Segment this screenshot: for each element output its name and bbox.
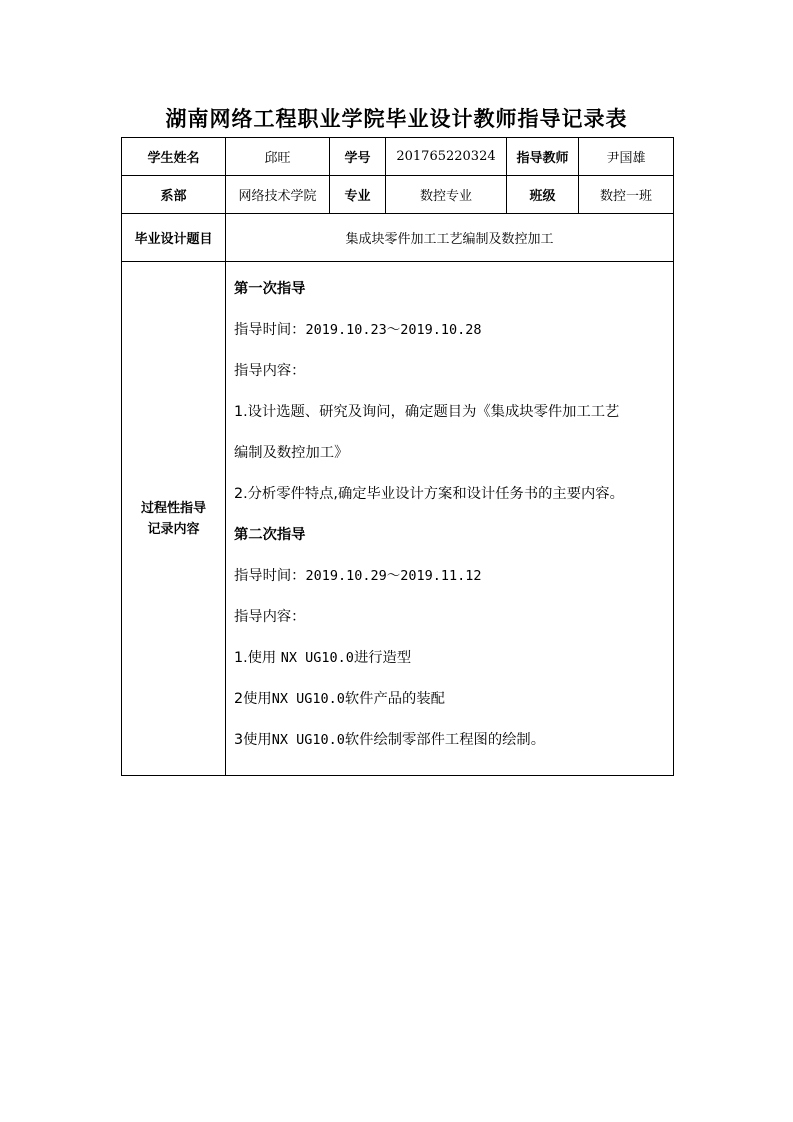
document-title: 湖南网络工程职业学院毕业设计教师指导记录表 xyxy=(165,107,628,131)
second-item2 xyxy=(234,689,673,730)
row-student-info xyxy=(122,138,674,176)
class-label: 班级 xyxy=(507,176,579,214)
first-item2: 2.分析零件特点,确定毕业设计方案和设计任务书的主要内容。 xyxy=(234,486,624,502)
second-item1-prefix: 1.使用 xyxy=(234,650,281,666)
department-value: 网络技术学院 xyxy=(226,176,330,214)
first-guidance-heading: 第一次指导 xyxy=(234,281,306,297)
second-item3-prefix: 3使用 xyxy=(234,732,272,748)
student-name-value: 邱旺 xyxy=(226,138,330,176)
first-content-label: 指导内容： xyxy=(234,363,306,379)
second-item2-prefix: 2使用 xyxy=(234,691,272,707)
second-item1-code: NX UG10.0 xyxy=(280,650,354,666)
second-item2-suffix: 软件产品的装配 xyxy=(344,691,445,707)
record-label-line1: 过程性指导 xyxy=(140,500,206,516)
topic-label: 毕业设计题目 xyxy=(122,214,226,262)
second-content-label: 指导内容： xyxy=(234,609,306,625)
department-label: 系部 xyxy=(122,176,226,214)
student-id-value: 201765220324 xyxy=(386,138,507,176)
student-id-label: 学号 xyxy=(330,138,386,176)
second-item3-code: NX UG10.0 xyxy=(271,732,345,748)
second-item3-suffix: 软件绘制零部件工程图的绘制。 xyxy=(344,732,546,748)
record-content xyxy=(226,262,674,776)
second-item1 xyxy=(234,648,673,689)
guidance-record-table xyxy=(121,137,674,776)
second-item3 xyxy=(234,730,673,771)
first-guidance-time xyxy=(234,320,673,361)
first-item1-line2: 编制及数控加工》 xyxy=(234,445,349,461)
record-label xyxy=(122,262,226,776)
second-item2-code: NX UG10.0 xyxy=(271,691,345,707)
advisor-value: 尹国雄 xyxy=(579,138,674,176)
major-label: 专业 xyxy=(330,176,386,214)
row-department-info xyxy=(122,176,674,214)
first-item1-line1: 1.设计选题、研究及询问，确定题目为《集成块零件加工工艺 xyxy=(234,404,620,420)
row-topic xyxy=(122,214,674,262)
major-value: 数控专业 xyxy=(386,176,507,214)
advisor-label: 指导教师 xyxy=(507,138,579,176)
second-guidance-time xyxy=(234,566,673,607)
second-time-value: 2019.10.29～2019.11.12 xyxy=(305,568,482,584)
second-guidance-heading: 第二次指导 xyxy=(234,527,306,543)
record-label-line2: 记录内容 xyxy=(147,521,200,537)
second-item1-suffix: 进行造型 xyxy=(353,650,412,666)
second-time-label: 指导时间： xyxy=(234,568,306,584)
class-value: 数控一班 xyxy=(579,176,674,214)
student-name-label: 学生姓名 xyxy=(122,138,226,176)
first-time-label: 指导时间： xyxy=(234,322,306,338)
topic-value: 集成块零件加工工艺编制及数控加工 xyxy=(226,214,674,262)
first-time-value: 2019.10.23～2019.10.28 xyxy=(305,322,482,338)
row-record xyxy=(122,262,674,776)
